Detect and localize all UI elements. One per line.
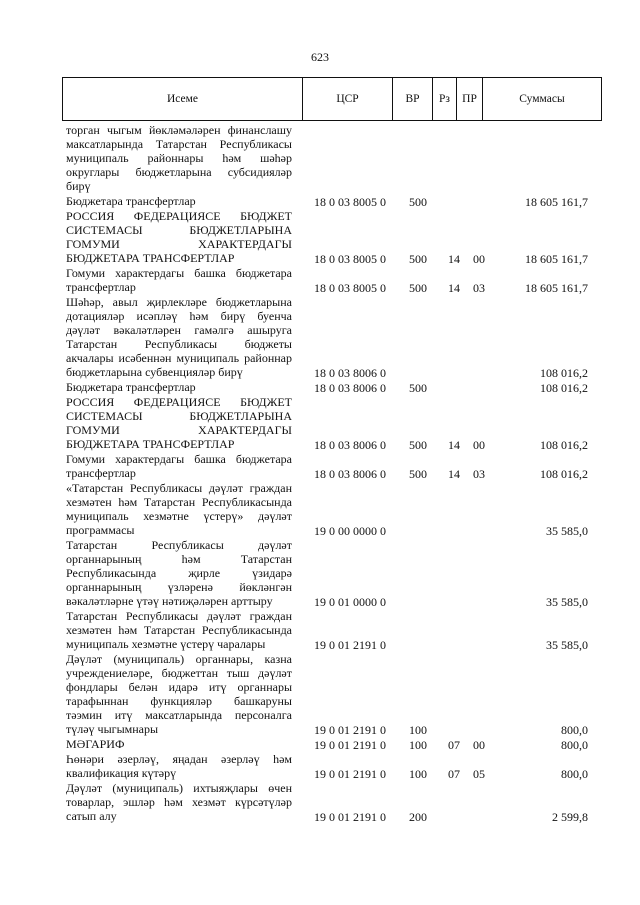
row-vr: 500 (409, 195, 427, 209)
table-row (0, 652, 640, 737)
row-name-line: органнарының һәм Татарстан (66, 552, 292, 566)
row-sum: 800,0 (561, 723, 588, 737)
row-name (66, 295, 292, 379)
row-name-line: сатып алу (66, 809, 117, 823)
row-name-line: ГОМУМИ ХАРАКТЕРДАГЫ (66, 237, 292, 251)
row-rz: 07 (448, 738, 460, 752)
row-name-line: Шәһәр, авыл җирлекләре бюджетларына (66, 295, 292, 309)
row-vr: 200 (409, 810, 427, 824)
row-name-line: Дәүләт (муниципаль) органнары, казна (66, 652, 292, 666)
row-name-line: квалификация күтәрү (66, 766, 177, 780)
row-vr: 500 (409, 381, 427, 395)
row-name-line: Татарстан Республикасы дәүләт граждан (66, 609, 292, 623)
row-vr: 100 (409, 738, 427, 752)
table-row (0, 395, 640, 452)
row-sum: 18 605 161,7 (525, 281, 588, 295)
row-name-line: фондлары белән идарә итү органнары (66, 680, 292, 694)
row-sum: 35 585,0 (546, 524, 588, 538)
row-csr: 19 0 00 0000 0 (314, 524, 386, 538)
row-pr: 00 (473, 252, 485, 266)
header-rz: Рз (432, 77, 456, 121)
row-name (66, 209, 292, 265)
row-name-line: тәэмин итү максатларында персоналга (66, 708, 292, 722)
row-rz: 07 (448, 767, 460, 781)
row-name-line: тарафыннан функцияләр башкаруны (66, 694, 292, 708)
row-pr: 00 (473, 438, 485, 452)
row-csr: 19 0 01 2191 0 (314, 810, 386, 824)
header-name: Исеме (62, 77, 302, 121)
row-name (66, 752, 292, 780)
row-name-line: Дәүләт (муниципаль) ихтыяҗлары өчен (66, 781, 292, 795)
row-name-line: муниципаль районнары һәм шәһәр (66, 151, 292, 165)
row-sum: 35 585,0 (546, 595, 588, 609)
row-name-line: учреждениеләре, бюджеттан тыш дәүләт (66, 666, 292, 680)
table-row (0, 295, 640, 380)
row-name-line: трансфертлар (66, 280, 136, 294)
table-row (0, 266, 640, 295)
row-csr: 18 0 03 8006 0 (314, 467, 386, 481)
row-name-line: РОССИЯ ФЕДЕРАЦИЯСЕ БЮДЖЕТ (66, 209, 292, 223)
table-row (0, 194, 640, 209)
row-vr: 500 (409, 438, 427, 452)
row-rz: 14 (448, 252, 460, 266)
row-vr: 100 (409, 723, 427, 737)
table-header (62, 77, 602, 123)
row-name-line: Республикасында җирле үзидарә (66, 566, 292, 580)
row-pr: 00 (473, 738, 485, 752)
row-name-line: дотацияләр исәпләү һәм бирү буенча (66, 309, 292, 323)
row-csr: 18 0 03 8005 0 (314, 252, 386, 266)
row-vr: 500 (409, 467, 427, 481)
row-name-line: товарлар, эшләр һәм хезмәт күрсәтүләр (66, 795, 292, 809)
table-row (0, 737, 640, 752)
row-name-line: Бюджетара трансфертлар (66, 380, 196, 394)
table-row (0, 481, 640, 538)
row-name-line: дәүләт вәкаләтләрен гамәлгә ашыруга (66, 323, 292, 337)
row-sum: 108 016,2 (540, 467, 588, 481)
row-pr: 05 (473, 767, 485, 781)
row-sum: 18 605 161,7 (525, 252, 588, 266)
header-sum: Суммасы (482, 77, 602, 121)
table-row (0, 123, 640, 194)
row-vr: 100 (409, 767, 427, 781)
row-name-line: хезмәтен һәм Татарстан Республикасында (66, 495, 292, 509)
row-name-line: программасы (66, 523, 135, 537)
row-csr: 18 0 03 8006 0 (314, 366, 386, 380)
row-name-line: Гомуми характердагы башка бюджетара (66, 266, 292, 280)
row-name-line: бирү (66, 179, 91, 193)
row-csr: 18 0 03 8005 0 (314, 281, 386, 295)
row-pr: 03 (473, 467, 485, 481)
row-csr: 18 0 03 8006 0 (314, 381, 386, 395)
row-name-line: Бюджетара трансфертлар (66, 194, 196, 208)
row-vr: 500 (409, 252, 427, 266)
page-number: 623 (311, 50, 329, 64)
row-name-line: түләү чыгымнары (66, 722, 159, 736)
row-name-line: Татарстан Республикасы дәүләт (66, 538, 292, 552)
row-rz: 14 (448, 467, 460, 481)
row-csr: 19 0 01 2191 0 (314, 738, 386, 752)
row-name-line: РОССИЯ ФЕДЕРАЦИЯСЕ БЮДЖЕТ (66, 395, 292, 409)
row-sum: 35 585,0 (546, 638, 588, 652)
header-csr: ЦСР (302, 77, 392, 121)
table-row (0, 209, 640, 266)
table-row (0, 538, 640, 609)
row-csr: 19 0 01 0000 0 (314, 595, 386, 609)
row-name-line: БЮДЖЕТАРА ТРАНСФЕРТЛАР (66, 437, 235, 451)
row-csr: 19 0 01 2191 0 (314, 767, 386, 781)
row-name-line: бюджетларына субвенцияләр бирү (66, 365, 243, 379)
row-sum: 18 605 161,7 (525, 195, 588, 209)
table-row (0, 452, 640, 481)
row-name-line: «Татарстан Республикасы дәүләт граждан (66, 481, 292, 495)
table-body (0, 123, 640, 824)
row-name (66, 781, 292, 823)
row-sum: 108 016,2 (540, 366, 588, 380)
row-name-line: Татарстан Республикасы бюджеты (66, 337, 292, 351)
table-row (0, 781, 640, 824)
row-csr: 18 0 03 8005 0 (314, 195, 386, 209)
row-rz: 14 (448, 281, 460, 295)
row-name-line: Һөнәри әзерләү, яңадан әзерләү һәм (66, 752, 292, 766)
row-name (66, 538, 292, 608)
row-name (66, 452, 292, 480)
row-name-line: акчалары исәбеннән муниципаль районнар (66, 351, 292, 365)
row-sum: 800,0 (561, 767, 588, 781)
row-name-line: хезмәтен һәм Татарстан Республикасында (66, 623, 292, 637)
table-row (0, 609, 640, 652)
row-sum: 108 016,2 (540, 438, 588, 452)
row-vr: 500 (409, 281, 427, 295)
row-name-line: вәкаләтләрне үтәү нәтиҗәләрен арттыру (66, 594, 273, 608)
row-name-line: торган чыгым йөкләмәләрен финанслашу (66, 123, 292, 137)
row-name (66, 481, 292, 537)
row-name-line: максатларында Татарстан Республикасы (66, 137, 292, 151)
row-rz: 14 (448, 438, 460, 452)
row-pr: 03 (473, 281, 485, 295)
row-name (66, 652, 292, 736)
row-name-line: округлары бюджетларына субсидияләр (66, 165, 292, 179)
row-name (66, 737, 292, 751)
row-sum: 800,0 (561, 738, 588, 752)
row-name-line: муниципаль хезмәтне үстерү чаралары (66, 637, 266, 651)
row-csr: 19 0 01 2191 0 (314, 723, 386, 737)
row-name-line: БЮДЖЕТАРА ТРАНСФЕРТЛАР (66, 251, 235, 265)
row-name-line: ГОМУМИ ХАРАКТЕРДАГЫ (66, 423, 292, 437)
row-name-line: Гомуми характердагы башка бюджетара (66, 452, 292, 466)
row-name-line: МӘГАРИФ (66, 737, 125, 751)
row-name (66, 266, 292, 294)
row-csr: 19 0 01 2191 0 (314, 638, 386, 652)
table-row (0, 752, 640, 781)
row-name (66, 380, 292, 394)
row-csr: 18 0 03 8006 0 (314, 438, 386, 452)
row-name-line: СИСТЕМАСЫ БЮДЖЕТЛАРЫНА (66, 409, 292, 423)
row-name-line: трансфертлар (66, 466, 136, 480)
row-name (66, 123, 292, 193)
row-name (66, 395, 292, 451)
row-name (66, 609, 292, 651)
table-row (0, 380, 640, 395)
header-pr: ПР (456, 77, 482, 121)
row-name (66, 194, 292, 208)
row-sum: 2 599,8 (552, 810, 588, 824)
row-name-line: СИСТЕМАСЫ БЮДЖЕТЛАРЫНА (66, 223, 292, 237)
header-vr: ВР (392, 77, 432, 121)
row-name-line: муниципаль хезмәтне үстерү» дәүләт (66, 509, 292, 523)
row-name-line: органнарының үзләренә йөкләнгән (66, 580, 292, 594)
row-sum: 108 016,2 (540, 381, 588, 395)
